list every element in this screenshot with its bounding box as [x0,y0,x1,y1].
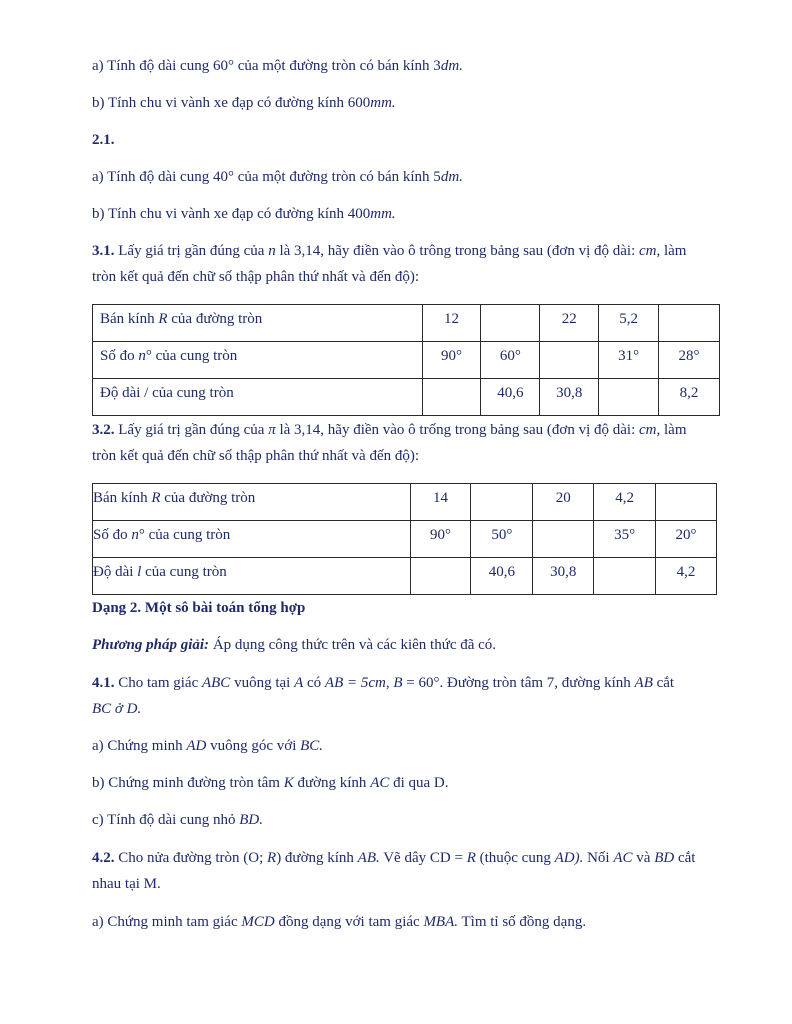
table-cell [599,342,659,379]
exercise-4-2-text-g: (thuộc cung [475,850,555,866]
table-3-1 [92,304,720,416]
exercise-3-2-text-c: là 3,14, hãy điền vào ô trống trong bảng sau (đơn vị độ dài: [275,422,639,438]
exercise-4-2-ac: AC [613,850,633,866]
cell-value: 8,2 [679,385,699,401]
exercise-1b [92,94,396,112]
table-row [93,484,717,521]
cell-value [423,379,481,385]
exercise-4-1b-text-c: đường kính [293,775,371,791]
table-cell [594,484,656,521]
row-label [93,521,410,544]
table-cell [656,558,717,595]
exercise-4-2-bd: BD [654,850,675,866]
method-text: Áp dụng công thức trên và các kiên thức đã có. [209,637,497,653]
exercise-4-2-r2: R [466,850,476,866]
row-label [93,379,422,402]
exercise-4-1a-text-c: vuông góc với [206,738,301,754]
exercise-3-2-number: 3.2. [92,422,115,438]
cell-value: 31° [618,348,640,364]
cell-value: 28° [678,348,700,364]
exercise-3-2-var: π [268,422,276,438]
exercise-3-1-var: n [268,243,276,259]
exercise-3-1-text-a: Lấy giá trị gần đúng của [114,243,269,259]
row-label-text: của đường tròn [167,311,263,327]
exercise-3-1-text-c: là 3,14, hãy điền vào ô trông trong bảng sau (đơn vị độ dài: [275,243,639,259]
table-cell [599,305,659,342]
exercise-4-2-ad: AD). [554,850,584,866]
exercise-4-1c-bd: BD. [239,812,263,828]
table-cell [533,521,594,558]
exercise-4-1b-ac: AC [370,775,390,791]
exercise-4-2a [92,913,586,931]
exercise-4-1a-ad: AD [186,738,207,754]
cell-value [594,558,655,564]
exercise-4-1-text-k: cắt [652,675,675,691]
row-label [93,342,422,365]
table-cell [599,379,659,416]
table-cell [659,305,720,342]
exercise-4-1b-k: K [283,775,294,791]
exercise-4-1-text-e: có [303,675,325,691]
exercise-3-2-cont: tròn kết quả đến chữ số thập phân thứ nhất và đến độ): [92,448,420,464]
exercise-4-2-r: R [267,850,277,866]
exercise-4-2a-text-c: đồng dạng với tam giác [274,914,424,930]
exercise-4-1c [92,811,263,829]
exercise-1b-unit: mm. [370,95,396,111]
exercise-3-1-number: 3.1. [92,243,115,259]
exercise-4-2a-text-a: a) Chứng minh tam giác [92,914,242,930]
table-row [93,305,720,342]
exercise-4-1 [92,674,674,692]
table-cell [540,379,599,416]
table-row [93,379,720,416]
table-cell [659,379,720,416]
cell-value: 90° [429,527,451,543]
row-label-var: n [138,348,146,364]
row-label-text: Độ dài / của cung tròn [100,385,234,401]
exercise-3-2-unit: cm, [639,422,661,438]
row-label-text: Độ dài [93,564,138,580]
row-label-text: Bán kính [93,490,152,506]
table-cell [410,558,471,595]
row-label-text: Bán kính [100,311,159,327]
cell-value: 30,8 [556,385,583,401]
exercise-1a [92,57,463,75]
exercise-4-2a-text-e: Tìm tỉ số đồng dạng. [458,914,587,930]
row-label-cell [93,342,423,379]
exercise-3-2-text-d: làm [660,422,687,438]
table-cell [471,558,533,595]
table-row [93,342,720,379]
exercise-4-2-cont: nhau tại M. [92,876,161,892]
row-label-cell [93,521,411,558]
cell-value: 22 [561,311,577,327]
cell-value: 50° [491,527,513,543]
cell-value [411,558,471,564]
exercise-4-1-text-c: vuông tại [230,675,295,691]
cell-value: 40,6 [488,564,515,580]
table-cell [422,379,481,416]
table-cell [594,558,656,595]
table-cell [533,484,594,521]
exercise-4-2-ab: AB. [357,850,380,866]
cell-value: 90° [440,348,462,364]
exercise-3-1-text-d: làm [660,243,687,259]
exercise-1a-text: a) Tính độ dài cung 60° của một đường tròn có bán kính 3 [92,58,441,74]
table-cell [481,379,540,416]
table-cell [422,342,481,379]
exercise-4-2-text-e: Vẽ dây CD = [379,850,467,866]
table-cell [481,305,540,342]
exercise-2-1a [92,168,463,186]
exercise-4-1-a: A [294,675,304,691]
exercise-4-1b-text-e: đi qua D. [389,775,449,791]
exercise-4-1a-text-a: a) Chứng minh [92,738,187,754]
method-line [92,636,496,654]
cell-value: 35° [614,527,636,543]
exercise-2-1b-text: b) Tính chu vi vành xe đạp có đường kính 400 [92,206,371,222]
cell-value [656,484,716,490]
cell-value [540,342,598,348]
row-label-text: ° của cung tròn [138,527,231,543]
exercise-2-1-heading: 2.1. [92,132,115,148]
row-label-text: Số đo [100,348,139,364]
table-cell [471,521,533,558]
row-label-text: của đường tròn [160,490,256,506]
exercise-1a-unit: dm. [440,58,463,74]
exercise-3-1 [92,242,686,260]
row-label-var: n [131,527,139,543]
table-cell [594,521,656,558]
exercise-3-1-unit: cm, [638,243,661,259]
exercise-4-2-text-k: Nối [583,850,614,866]
row-label-var: R [151,490,161,506]
exercise-4-2-text-p: cắt [674,850,696,866]
row-label-text: ° của cung tròn [145,348,238,364]
table-cell [422,305,481,342]
cell-value [533,521,593,527]
exercise-4-1c-text-a: c) Tính độ dài cung nhỏ [92,812,240,828]
exercise-4-2-number: 4.2. [92,850,115,866]
exercise-4-1-cont: BC ở D. [92,701,142,717]
exercise-4-2-text-c: ) đường kính [276,850,358,866]
exercise-2-1b [92,205,396,223]
row-label-text: của cung tròn [141,564,227,580]
row-label-cell [93,558,411,595]
cell-value [599,379,658,385]
cell-value [659,305,719,311]
table-cell [471,484,533,521]
cell-value [481,305,539,311]
exercise-1b-text: b) Tính chu vi vành xe đạp có đường kính 600 [92,95,371,111]
exercise-4-1-text-g: = 60°. Đường tròn tâm 7, đường kính [402,675,635,691]
table-3-2 [92,483,717,595]
cell-value: 20 [555,490,571,506]
row-label-var: l [137,564,142,580]
table-cell [540,342,599,379]
table-cell [481,342,540,379]
exercise-4-1-text-a: Cho tam giác [114,675,202,691]
row-label-var: R [158,311,168,327]
table-cell [410,484,471,521]
table-cell [659,342,720,379]
table-cell [656,484,717,521]
row-label-text: Số đo [93,527,132,543]
table-row [93,558,717,595]
exercise-4-1b [92,774,449,792]
cell-value [471,484,532,490]
exercise-4-1-abc: ABC [201,675,231,691]
cell-value: 60° [499,348,521,364]
row-label-cell [93,305,423,342]
table-cell [533,558,594,595]
cell-value: 30,8 [550,564,577,580]
exercise-2-1a-text: a) Tính độ dài cung 40° của một đường tròn có bán kính 5 [92,169,441,185]
row-label [93,558,410,581]
cell-value: 4,2 [615,490,634,506]
table-cell [656,521,717,558]
exercise-4-1a-bc: BC. [300,738,324,754]
cell-value: 20° [675,527,697,543]
row-label-cell [93,379,423,416]
cell-value: 12 [443,311,459,327]
row-label [93,484,410,507]
exercise-4-2a-mcd: MCD [241,914,275,930]
exercise-3-1-cont: tròn kết quả đến chữ số thập phân thứ nhất và đến độ): [92,269,420,285]
exercise-2-1b-unit: mm. [370,206,396,222]
table-cell [540,305,599,342]
exercise-2-1a-unit: dm. [440,169,463,185]
exercise-4-2-text-n: và [632,850,655,866]
exercise-4-1a [92,737,323,755]
row-label-cell [93,484,411,521]
table-cell [410,521,471,558]
cell-value: 14 [432,490,448,506]
cell-value: 5,2 [619,311,638,327]
exercise-3-2 [92,421,687,439]
exercise-3-2-text-a: Lấy giá trị gần đúng của [114,422,269,438]
cell-value: 4,2 [676,564,696,580]
exercise-4-1-ab2: AB [634,675,653,691]
exercise-4-1b-text-a: b) Chứng minh đường tròn tâm [92,775,284,791]
method-label: Phương pháp giải: [92,637,210,653]
table-row [93,521,717,558]
cell-value: 40,6 [497,385,524,401]
exercise-4-2 [92,849,695,867]
exercise-4-1-number: 4.1. [92,675,115,691]
exercise-4-2a-mba: MBA. [423,914,459,930]
exercise-4-2-text-a: Cho nửa đường tròn (O; [114,850,268,866]
exercise-4-1-ab: AB = 5cm, B [324,675,403,691]
section-heading-dang-2: Dạng 2. Một sô bài toán tổng hợp [92,600,306,616]
row-label [93,305,422,328]
